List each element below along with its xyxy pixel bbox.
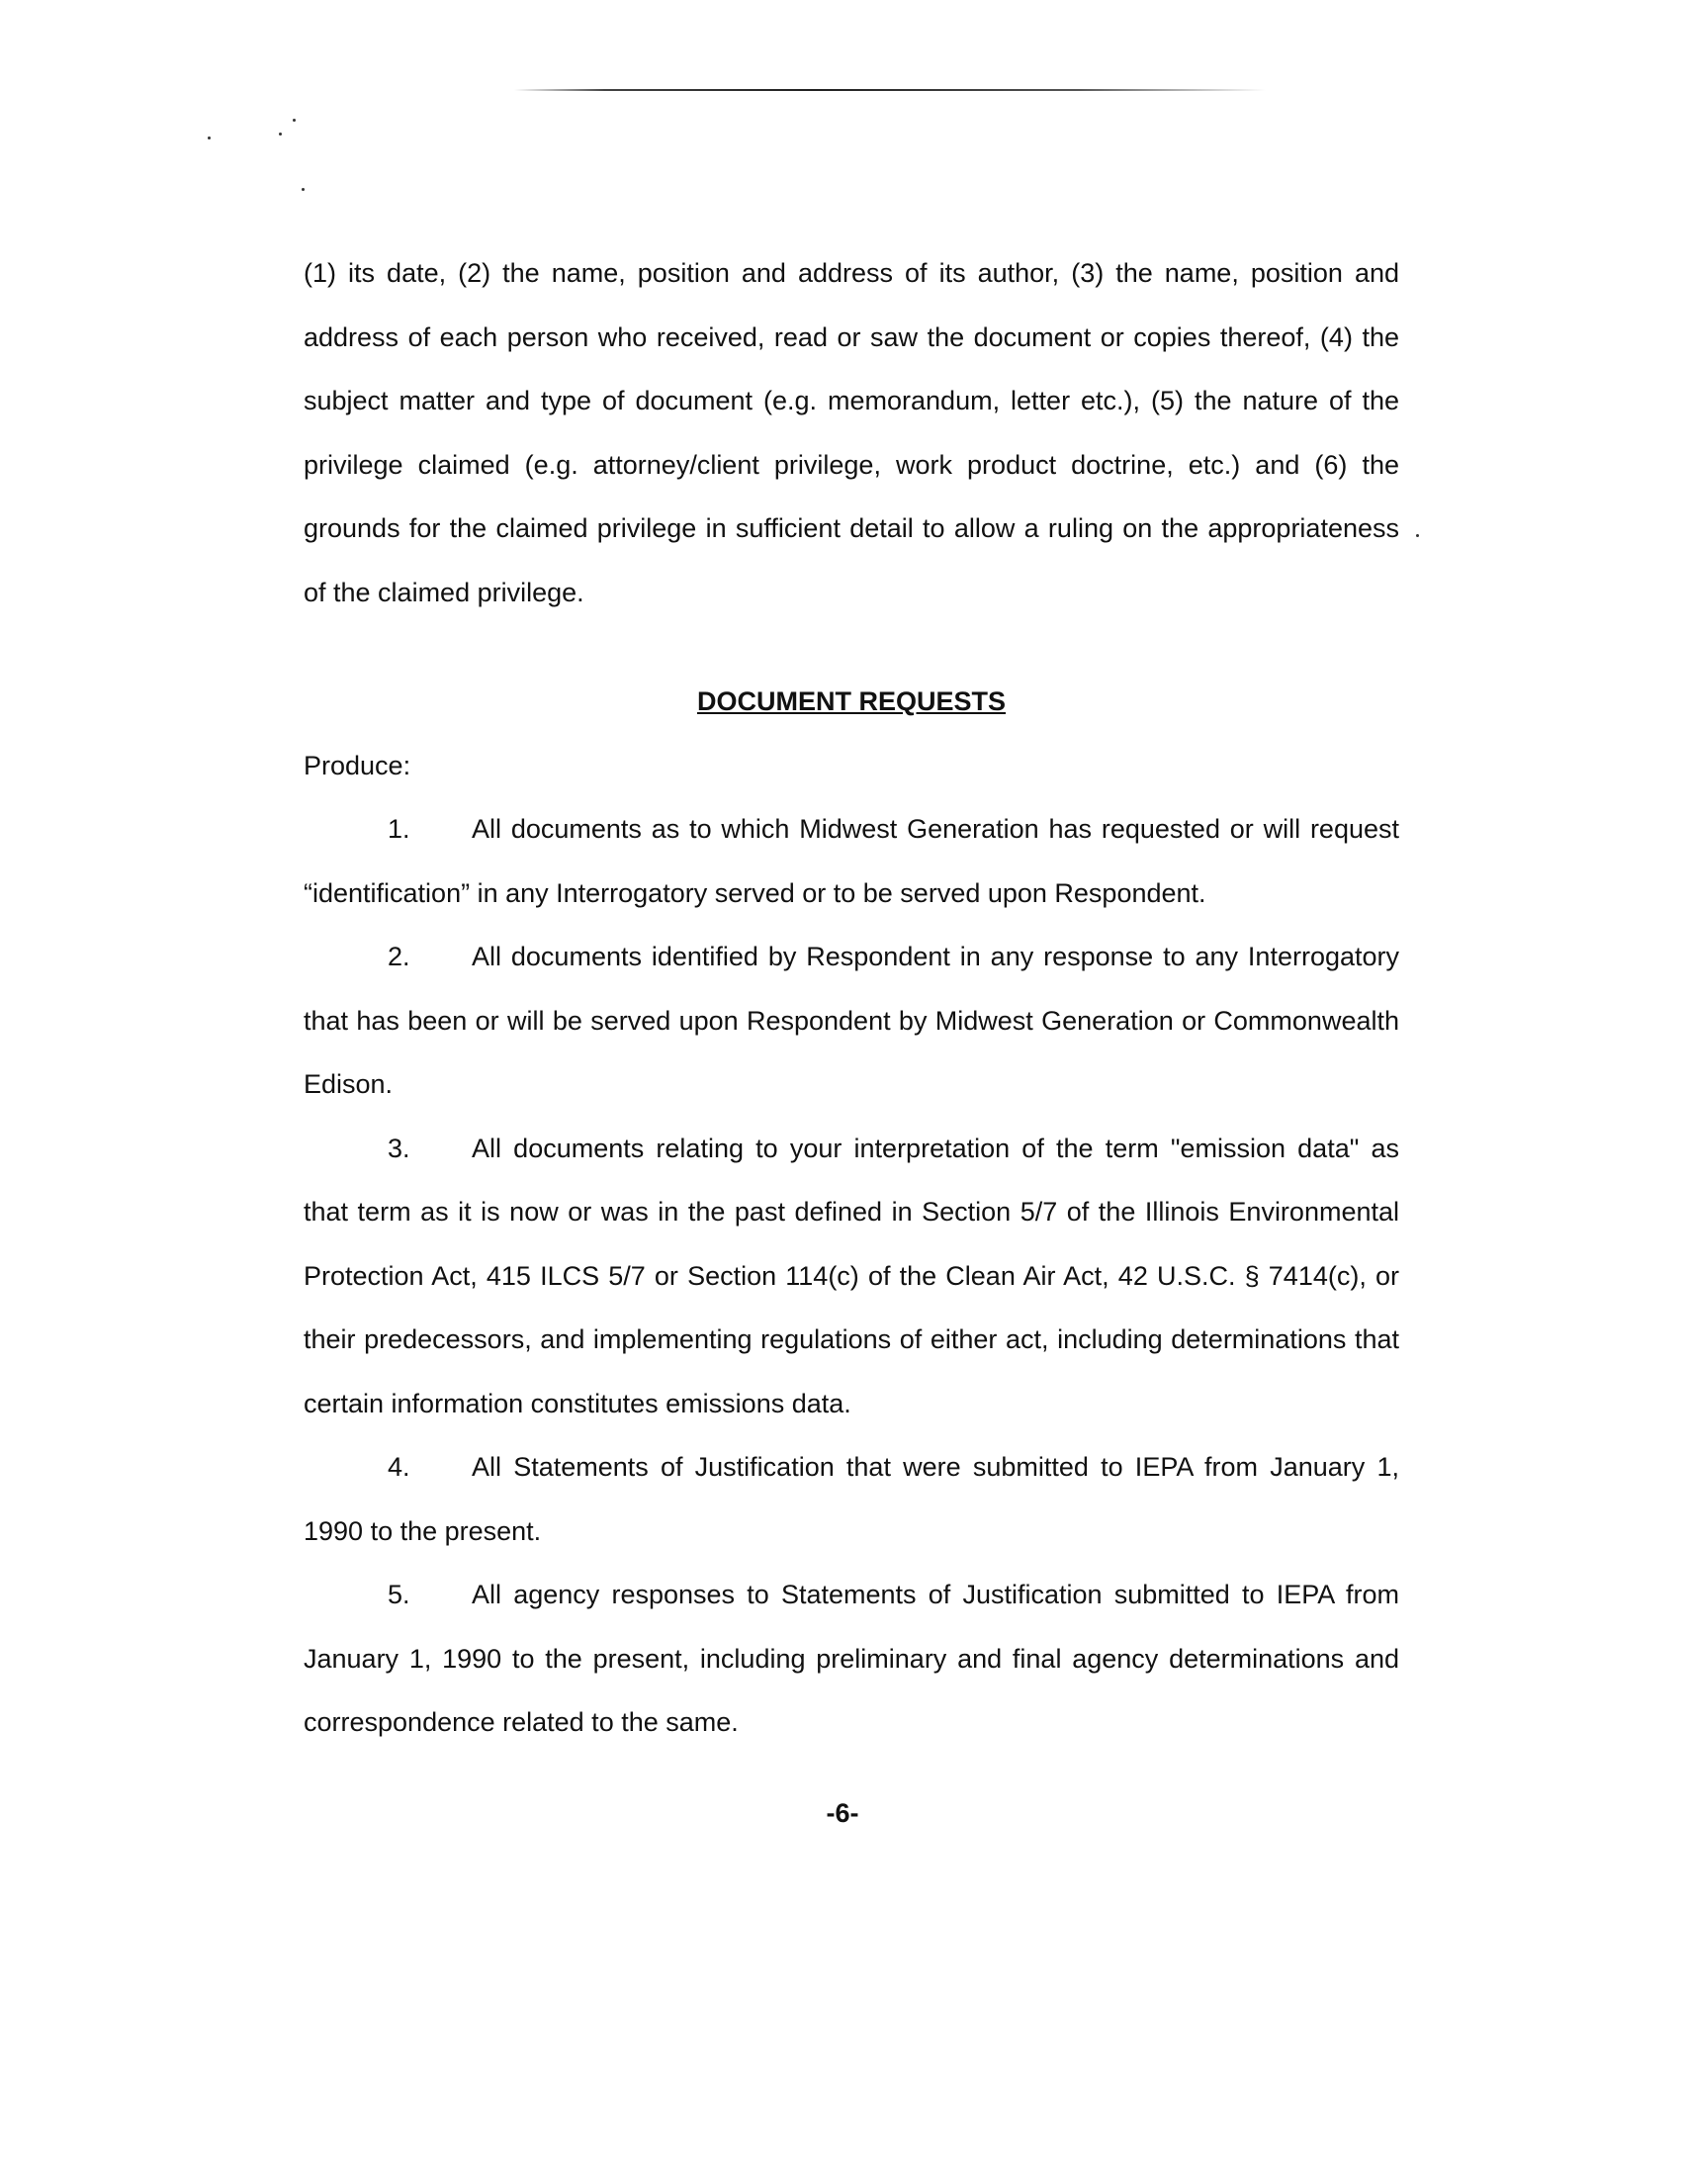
request-number: 3. (388, 1133, 410, 1163)
scan-speck (208, 136, 211, 139)
document-body (304, 241, 1399, 1755)
request-text: All documents identified by Respondent in any response to any Interrogatory that has been or will be served upon Respondent by Midwest Generation or Commonwealth Edison. (304, 942, 1399, 1099)
request-number: 1. (388, 814, 410, 844)
request-item (304, 925, 1399, 1117)
request-number: 4. (388, 1452, 410, 1482)
intro-paragraph: (1) its date, (2) the name, position and address of its author, (3) the name, position and address of each person who received, read or saw the document or copies thereof, (4) the subject matter and type of document (e.g. memorandum, letter etc.), (5) the nature of the privilege claimed (e.g. attorney/client privilege, work product doctrine, etc.) and (6) the grounds for the claimed privilege in sufficient detail to allow a ruling on the appropriateness of the claimed privilege. (304, 258, 1399, 607)
section-heading: DOCUMENT REQUESTS (696, 686, 1007, 716)
scan-speck (279, 133, 282, 136)
request-number: 2. (388, 942, 410, 971)
request-text: All Statements of Justification that were submitted to IEPA from January 1, 1990 to the present. (304, 1452, 1399, 1546)
request-item (304, 1117, 1399, 1436)
request-text: All agency responses to Statements of Justification submitted to IEPA from January 1, 1990 to the present, including preliminary and final agency determinations and correspondence related to the same. (304, 1580, 1399, 1737)
produce-label: Produce: (304, 750, 411, 780)
scan-speck (293, 119, 296, 122)
request-number: 5. (388, 1580, 410, 1609)
scan-speck (1416, 534, 1419, 537)
request-item (304, 1563, 1399, 1755)
request-item (304, 1435, 1399, 1563)
request-text: All documents as to which Midwest Generation has requested or will request “identification” in any Interrogatory served or to be served upon Respondent. (304, 814, 1399, 908)
scan-speck (302, 188, 305, 191)
page-number: -6- (826, 1798, 859, 1828)
request-item (304, 797, 1399, 925)
request-text: All documents relating to your interpretation of the term "emission data" as that term as it is now or was in the past defined in Section 5/7 of the Illinois Environmental Protection Act, 415 ILCS 5/7 or Section 114(c) of the Clean Air Act, 42 U.S.C. § 7414(c), or their predecessors, and implementing regulations of either act, including determinations that certain information constitutes emissions data. (304, 1133, 1399, 1418)
scan-artifact-line (514, 89, 1266, 91)
